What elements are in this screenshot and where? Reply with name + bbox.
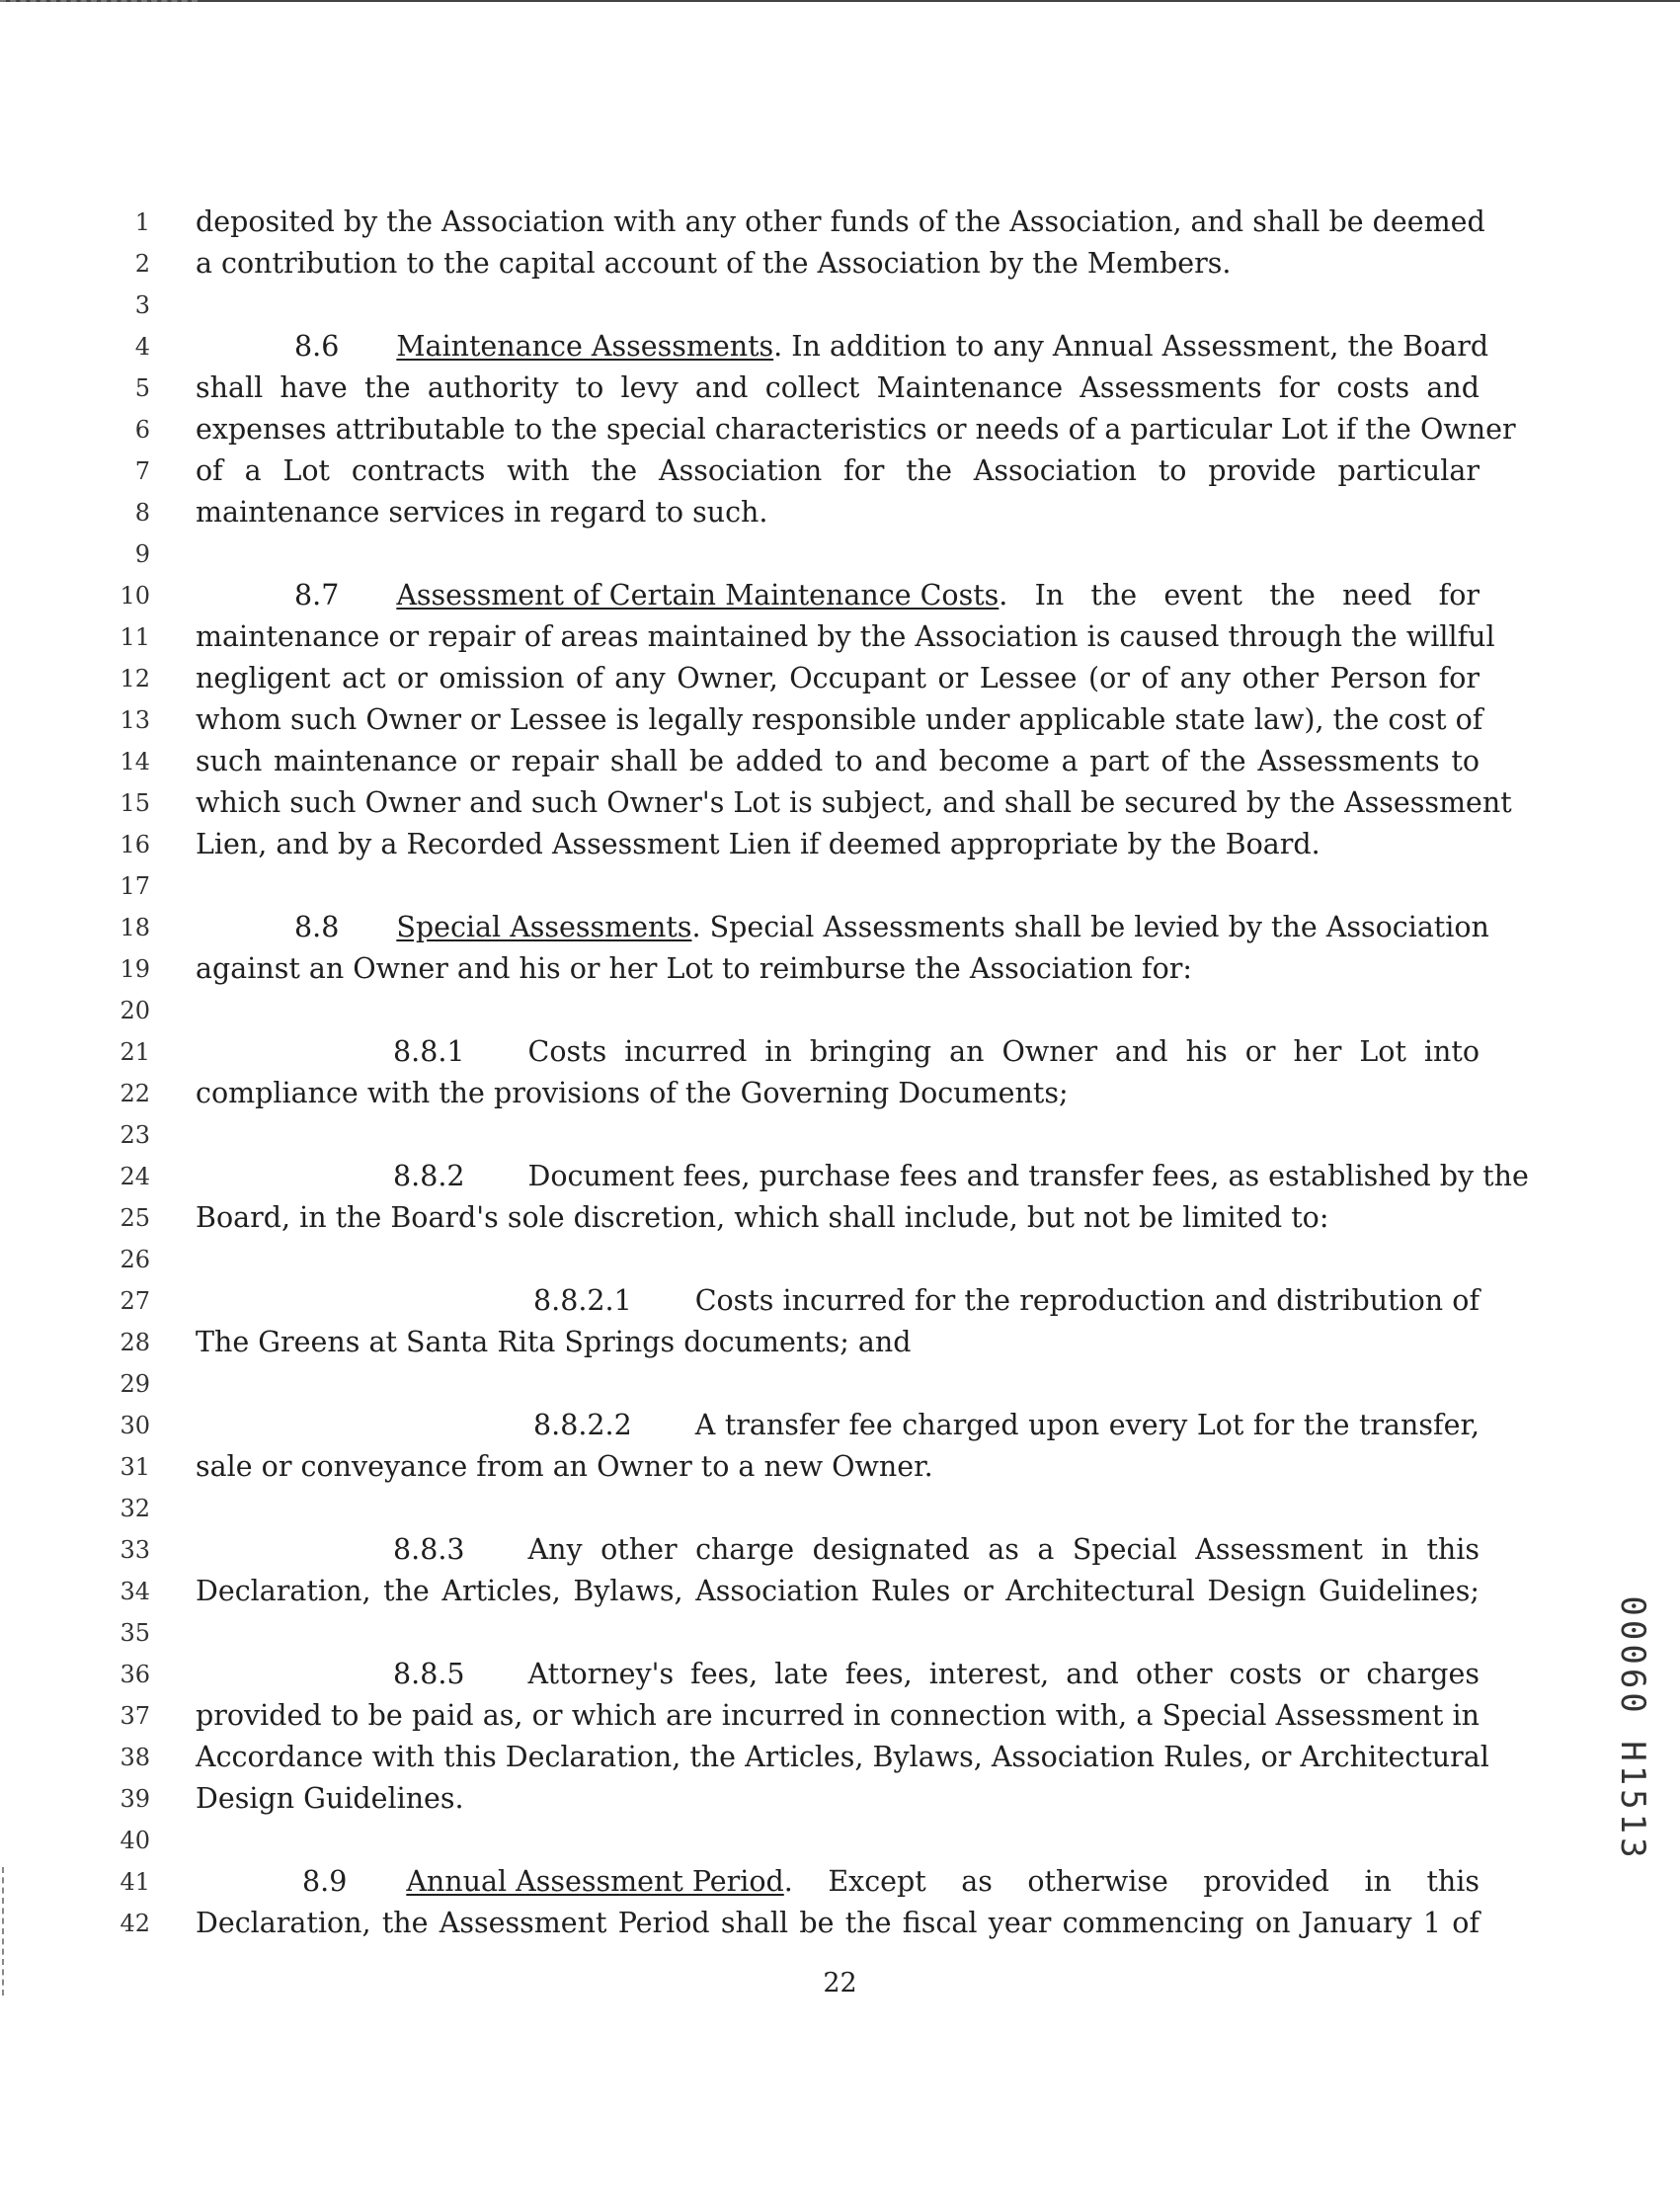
document-line — [0, 782, 1680, 824]
document-line — [0, 1405, 1680, 1446]
line-number: 37 — [120, 1702, 150, 1730]
document-line — [0, 1737, 1680, 1778]
document-line — [0, 990, 1680, 1031]
section-text: Costs incurred in bringing an Owner and his or her Lot into — [527, 1035, 1480, 1068]
line-number: 41 — [120, 1868, 150, 1896]
document-line — [0, 202, 1680, 243]
section-heading: Assessment of Certain Maintenance Costs — [396, 579, 1000, 612]
line-number: 29 — [120, 1370, 150, 1398]
line-text: such maintenance or repair shall be added to and become a part of the Assessments to — [196, 745, 1480, 777]
line-number: 12 — [120, 665, 150, 693]
section-number: 8.8.5 — [393, 1658, 465, 1690]
line-number: 1 — [134, 208, 150, 236]
line-text — [294, 326, 1489, 367]
line-text — [294, 907, 1489, 948]
document-line — [0, 1571, 1680, 1612]
line-text: against an Owner and his or her Lot to reimburse the Association for: — [196, 952, 1192, 985]
line-number: 28 — [120, 1329, 150, 1356]
section-text: A transfer fee charged upon every Lot for the transfer, — [694, 1409, 1480, 1441]
line-number: 4 — [134, 333, 150, 361]
document-line — [0, 492, 1680, 533]
document-line — [0, 1114, 1680, 1156]
section-number: 8.6 — [294, 330, 340, 363]
line-number: 16 — [120, 831, 150, 858]
section-number: 8.8.2.2 — [533, 1409, 632, 1441]
section-text: Any other charge designated as a Special Assessment in this — [527, 1533, 1480, 1566]
document-line — [0, 1820, 1680, 1861]
document-line — [0, 1529, 1680, 1571]
document-line — [0, 1280, 1680, 1322]
line-text — [393, 1031, 1480, 1073]
line-number: 35 — [120, 1619, 150, 1647]
document-line — [0, 1488, 1680, 1529]
line-number: 8 — [134, 499, 150, 527]
document-line — [0, 1363, 1680, 1405]
document-line — [0, 1073, 1680, 1114]
document-line — [0, 741, 1680, 782]
line-text: Accordance with this Declaration, the Articles, Bylaws, Association Rules, or Architectural — [196, 1741, 1489, 1773]
line-text: whom such Owner or Lessee is legally responsible under applicable state law), the cost of — [196, 703, 1483, 736]
section-number: 8.7 — [294, 579, 340, 612]
section-text: . Special Assessments shall be levied by the Association — [691, 911, 1489, 943]
line-number: 40 — [120, 1827, 150, 1854]
section-text: Attorney's fees, late fees, interest, and other costs or charges — [527, 1658, 1480, 1690]
section-number: 8.8.2.1 — [533, 1284, 632, 1317]
section-heading: Special Assessments — [396, 911, 692, 943]
line-number: 32 — [120, 1495, 150, 1522]
line-number: 11 — [120, 623, 150, 651]
section-text: Costs incurred for the reproduction and distribution of — [694, 1284, 1480, 1317]
section-heading: Maintenance Assessments — [396, 330, 774, 363]
line-number: 14 — [120, 748, 150, 775]
document-line — [0, 243, 1680, 285]
line-text — [533, 1280, 1480, 1322]
section-number: 8.8.3 — [393, 1533, 465, 1566]
line-number: 2 — [134, 250, 150, 278]
line-number: 9 — [134, 540, 150, 568]
section-text: Document fees, purchase fees and transfer fees, as established by the — [527, 1160, 1529, 1192]
line-text — [393, 1529, 1480, 1571]
line-text: maintenance or repair of areas maintained by the Association is caused through the willful — [196, 620, 1495, 653]
section-number: 8.8.1 — [393, 1035, 465, 1068]
line-text — [393, 1156, 1529, 1197]
line-text: Lien, and by a Recorded Assessment Lien if deemed appropriate by the Board. — [196, 828, 1320, 860]
document-line — [0, 907, 1680, 948]
document-line — [0, 865, 1680, 907]
line-number: 6 — [134, 416, 150, 444]
line-number: 25 — [120, 1204, 150, 1232]
line-text: maintenance services in regard to such. — [196, 496, 768, 529]
line-number: 30 — [120, 1412, 150, 1439]
line-text: sale or conveyance from an Owner to a new Owner. — [196, 1450, 933, 1483]
document-line — [0, 409, 1680, 450]
document-line — [0, 1654, 1680, 1695]
document-line — [0, 1695, 1680, 1737]
line-text — [393, 1654, 1480, 1695]
line-number: 34 — [120, 1578, 150, 1605]
line-text — [302, 1861, 1480, 1903]
line-text — [533, 1405, 1480, 1446]
line-text: Declaration, the Articles, Bylaws, Association Rules or Architectural Design Guidelines; — [196, 1575, 1480, 1607]
document-line — [0, 699, 1680, 741]
section-text: . Except as otherwise provided in this — [783, 1865, 1480, 1898]
document-line — [0, 1612, 1680, 1654]
section-heading: Annual Assessment Period — [406, 1865, 784, 1898]
line-number: 26 — [120, 1246, 150, 1273]
document-line — [0, 326, 1680, 367]
line-number: 27 — [120, 1287, 150, 1315]
line-text: which such Owner and such Owner's Lot is subject, and shall be secured by the Assessment — [196, 786, 1512, 819]
document-line — [0, 658, 1680, 699]
line-text: compliance with the provisions of the Governing Documents; — [196, 1077, 1069, 1109]
document-line — [0, 1031, 1680, 1073]
document-line — [0, 1778, 1680, 1820]
line-text: Design Guidelines. — [196, 1782, 464, 1815]
line-number: 39 — [120, 1785, 150, 1813]
document-line — [0, 1322, 1680, 1363]
line-number: 24 — [120, 1163, 150, 1190]
line-text — [294, 575, 1480, 616]
line-number: 13 — [120, 706, 150, 734]
line-number: 38 — [120, 1744, 150, 1771]
document-line — [0, 948, 1680, 990]
line-text: Board, in the Board's sole discretion, which shall include, but not be limited to: — [196, 1201, 1329, 1234]
document-line — [0, 533, 1680, 575]
line-text: a contribution to the capital account of the Association by the Members. — [196, 247, 1232, 280]
line-text: shall have the authority to levy and collect Maintenance Assessments for costs and — [196, 371, 1480, 404]
page-number: 22 — [823, 1968, 857, 1998]
document-line — [0, 1156, 1680, 1197]
document-line — [0, 1446, 1680, 1488]
line-number: 23 — [120, 1121, 150, 1149]
document-line — [0, 575, 1680, 616]
line-text: provided to be paid as, or which are incurred in connection with, a Special Assessment in — [196, 1699, 1480, 1732]
line-number: 19 — [120, 955, 150, 983]
document-line — [0, 616, 1680, 658]
line-text: of a Lot contracts with the Association for the Association to provide particular — [196, 454, 1480, 487]
line-number: 15 — [120, 789, 150, 817]
line-number: 21 — [120, 1038, 150, 1066]
line-number: 22 — [120, 1080, 150, 1107]
recording-stamp-text: 00060 H1513 — [1613, 1595, 1652, 1862]
document-line — [0, 367, 1680, 409]
recording-stamp — [1603, 1595, 1662, 1862]
document-line — [0, 1239, 1680, 1280]
line-number: 31 — [120, 1453, 150, 1481]
document-line — [0, 824, 1680, 865]
document-line — [0, 1861, 1680, 1903]
section-text: . In addition to any Annual Assessment, the Board — [773, 330, 1489, 363]
section-number: 8.8 — [294, 911, 340, 943]
section-number: 8.9 — [302, 1865, 348, 1898]
section-number: 8.8.2 — [393, 1160, 465, 1192]
line-text: Declaration, the Assessment Period shall be the fiscal year commencing on January 1 of — [196, 1907, 1480, 1939]
line-number: 10 — [120, 582, 150, 610]
document-line — [0, 1197, 1680, 1239]
document-line — [0, 285, 1680, 326]
section-text: . In the event the need for — [999, 579, 1480, 612]
line-number: 33 — [120, 1536, 150, 1564]
line-text: The Greens at Santa Rita Springs documents; and — [196, 1326, 912, 1358]
line-number: 18 — [120, 914, 150, 941]
line-number: 5 — [134, 374, 150, 402]
line-text: negligent act or omission of any Owner, Occupant or Lessee (or of any other Person for — [196, 662, 1480, 694]
line-number: 7 — [134, 457, 150, 485]
document-line — [0, 1903, 1680, 1944]
line-number: 42 — [120, 1910, 150, 1937]
line-number: 17 — [120, 872, 150, 900]
line-number: 20 — [120, 997, 150, 1024]
line-number: 3 — [134, 291, 150, 319]
document-line — [0, 450, 1680, 492]
line-text: deposited by the Association with any other funds of the Association, and shall be deemed — [196, 205, 1485, 238]
line-number: 36 — [120, 1661, 150, 1688]
line-text: expenses attributable to the special characteristics or needs of a particular Lot if the Owner — [196, 413, 1516, 446]
